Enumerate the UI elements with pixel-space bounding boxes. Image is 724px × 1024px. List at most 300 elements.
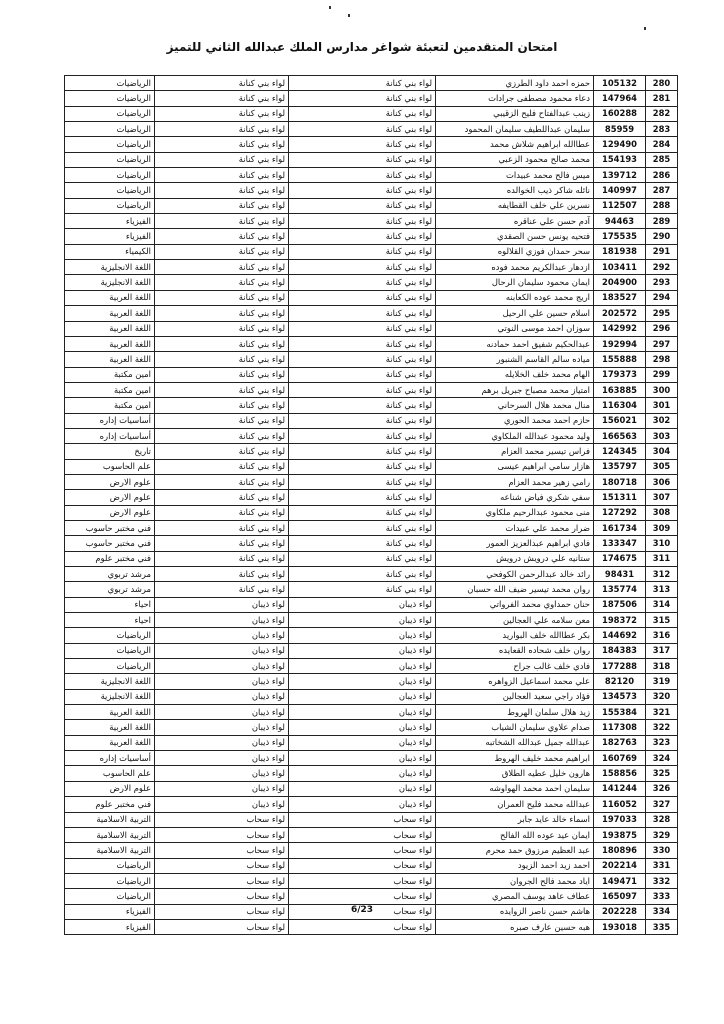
applicant-name-cell: صدام علاوي سليمان الشياب <box>436 720 594 735</box>
national-id-cell: 155384 <box>594 705 646 720</box>
district-cell: لواء ذيبان <box>155 735 289 750</box>
applicant-name-cell: فادي خلف غالب جراح <box>436 659 594 674</box>
national-id-cell: 94463 <box>594 214 646 229</box>
subject-cell: اللغة العربية <box>65 735 155 750</box>
table-row <box>65 183 678 198</box>
applicant-name-cell: هارون خليل عطيه الطلاق <box>436 766 594 781</box>
directorate-cell: لواء ذيبان <box>289 674 436 689</box>
table-row <box>65 659 678 674</box>
directorate-cell: لواء ذيبان <box>289 643 436 658</box>
national-id-cell: 142992 <box>594 321 646 336</box>
national-id-cell: 129490 <box>594 137 646 152</box>
district-cell: لواء سحاب <box>155 919 289 934</box>
row-number-cell: 293 <box>646 275 678 290</box>
national-id-cell: 154193 <box>594 152 646 167</box>
table-row <box>65 398 678 413</box>
applicant-name-cell: رامي زهير محمد العزام <box>436 474 594 489</box>
row-number-cell: 309 <box>646 520 678 535</box>
subject-cell: امين مكتبة <box>65 367 155 382</box>
national-id-cell: 135797 <box>594 459 646 474</box>
row-number-cell: 298 <box>646 352 678 367</box>
directorate-cell: لواء ذيبان <box>289 797 436 812</box>
row-number-cell: 324 <box>646 751 678 766</box>
scan-mark <box>644 27 646 30</box>
row-number-cell: 299 <box>646 367 678 382</box>
district-cell: لواء سحاب <box>155 889 289 904</box>
subject-cell: امين مكتبة <box>65 382 155 397</box>
row-number-cell: 328 <box>646 812 678 827</box>
table-row <box>65 705 678 720</box>
scan-mark <box>348 14 350 17</box>
national-id-cell: 116304 <box>594 398 646 413</box>
row-number-cell: 313 <box>646 582 678 597</box>
table-row <box>65 428 678 443</box>
subject-cell: اللغة العربية <box>65 290 155 305</box>
row-number-cell: 325 <box>646 766 678 781</box>
national-id-cell: 124345 <box>594 444 646 459</box>
applicant-name-cell: عطاف عاهد يوسف المصري <box>436 889 594 904</box>
applicant-name-cell: عبد العظيم مرزوق حمد محرم <box>436 843 594 858</box>
table-row <box>65 152 678 167</box>
national-id-cell: 163885 <box>594 382 646 397</box>
directorate-cell: لواء ذيبان <box>289 766 436 781</box>
row-number-cell: 311 <box>646 551 678 566</box>
subject-cell: الرياضيات <box>65 628 155 643</box>
directorate-cell: لواء سحاب <box>289 843 436 858</box>
subject-cell: الفيزياء <box>65 214 155 229</box>
table-row <box>65 597 678 612</box>
table-row <box>65 413 678 428</box>
scan-mark <box>329 6 331 9</box>
table-row <box>65 490 678 505</box>
row-number-cell: 312 <box>646 567 678 582</box>
district-cell: لواء بني كنانة <box>155 76 289 91</box>
national-id-cell: 179373 <box>594 367 646 382</box>
subject-cell: فني مختبر حاسوب <box>65 536 155 551</box>
subject-cell: الرياضيات <box>65 106 155 121</box>
subject-cell: التربية الاسلامية <box>65 812 155 827</box>
row-number-cell: 290 <box>646 229 678 244</box>
subject-cell: الرياضيات <box>65 137 155 152</box>
subject-cell: اللغة الانجليزية <box>65 674 155 689</box>
district-cell: لواء بني كنانة <box>155 444 289 459</box>
district-cell: لواء ذيبان <box>155 797 289 812</box>
applicant-name-cell: اسلام حسين علي الرحيل <box>436 306 594 321</box>
district-cell: لواء سحاب <box>155 904 289 919</box>
table-row <box>65 474 678 489</box>
table-row <box>65 198 678 213</box>
directorate-cell: لواء بني كنانة <box>289 382 436 397</box>
district-cell: لواء بني كنانة <box>155 183 289 198</box>
subject-cell: اللغة العربية <box>65 321 155 336</box>
applicant-name-cell: سفي شكري فياض شناعه <box>436 490 594 505</box>
table-row <box>65 275 678 290</box>
row-number-cell: 291 <box>646 244 678 259</box>
directorate-cell: لواء ذيبان <box>289 659 436 674</box>
district-cell: لواء بني كنانة <box>155 275 289 290</box>
row-number-cell: 317 <box>646 643 678 658</box>
table-row <box>65 91 678 106</box>
district-cell: لواء بني كنانة <box>155 352 289 367</box>
applicant-name-cell: منى محمود عبدالرحيم ملكاوي <box>436 505 594 520</box>
table-row <box>65 781 678 796</box>
district-cell: لواء ذيبان <box>155 781 289 796</box>
national-id-cell: 202214 <box>594 858 646 873</box>
district-cell: لواء ذيبان <box>155 613 289 628</box>
directorate-cell: لواء بني كنانة <box>289 168 436 183</box>
row-number-cell: 307 <box>646 490 678 505</box>
district-cell: لواء بني كنانة <box>155 244 289 259</box>
district-cell: لواء بني كنانة <box>155 290 289 305</box>
directorate-cell: لواء بني كنانة <box>289 352 436 367</box>
national-id-cell: 180896 <box>594 843 646 858</box>
national-id-cell: 158856 <box>594 766 646 781</box>
directorate-cell: لواء سحاب <box>289 827 436 842</box>
table-row <box>65 643 678 658</box>
district-cell: لواء ذيبان <box>155 705 289 720</box>
directorate-cell: لواء بني كنانة <box>289 582 436 597</box>
table-row <box>65 106 678 121</box>
page-number: 6/23 <box>350 905 374 915</box>
district-cell: لواء بني كنانة <box>155 428 289 443</box>
district-cell: لواء ذيبان <box>155 766 289 781</box>
subject-cell: الرياضيات <box>65 76 155 91</box>
subject-cell: اللغة العربية <box>65 705 155 720</box>
table-row <box>65 336 678 351</box>
table-row <box>65 567 678 582</box>
directorate-cell: لواء بني كنانة <box>289 459 436 474</box>
directorate-cell: لواء بني كنانة <box>289 183 436 198</box>
row-number-cell: 330 <box>646 843 678 858</box>
subject-cell: التربية الاسلامية <box>65 827 155 842</box>
national-id-cell: 160288 <box>594 106 646 121</box>
national-id-cell: 177288 <box>594 659 646 674</box>
table-row <box>65 137 678 152</box>
national-id-cell: 149471 <box>594 873 646 888</box>
national-id-cell: 141244 <box>594 781 646 796</box>
row-number-cell: 319 <box>646 674 678 689</box>
directorate-cell: لواء ذيبان <box>289 720 436 735</box>
district-cell: لواء ذيبان <box>155 659 289 674</box>
subject-cell: الرياضيات <box>65 168 155 183</box>
applicant-name-cell: روان محمد تيسير ضيف الله حسبان <box>436 582 594 597</box>
subject-cell: فني مختبر علوم <box>65 551 155 566</box>
district-cell: لواء بني كنانة <box>155 474 289 489</box>
row-number-cell: 284 <box>646 137 678 152</box>
row-number-cell: 294 <box>646 290 678 305</box>
table-row <box>65 122 678 137</box>
subject-cell: التربية الاسلامية <box>65 843 155 858</box>
national-id-cell: 151311 <box>594 490 646 505</box>
national-id-cell: 192994 <box>594 336 646 351</box>
applicant-name-cell: ابراهيم محمد خليف الهروط <box>436 751 594 766</box>
row-number-cell: 326 <box>646 781 678 796</box>
national-id-cell: 184383 <box>594 643 646 658</box>
table-row <box>65 735 678 750</box>
national-id-cell: 98431 <box>594 567 646 582</box>
national-id-cell: 202228 <box>594 904 646 919</box>
district-cell: لواء ذيبان <box>155 597 289 612</box>
directorate-cell: لواء بني كنانة <box>289 444 436 459</box>
national-id-cell: 85959 <box>594 122 646 137</box>
national-id-cell: 140997 <box>594 183 646 198</box>
national-id-cell: 133347 <box>594 536 646 551</box>
district-cell: لواء ذيبان <box>155 674 289 689</box>
subject-cell: علوم الارض <box>65 474 155 489</box>
national-id-cell: 193875 <box>594 827 646 842</box>
directorate-cell: لواء بني كنانة <box>289 260 436 275</box>
district-cell: لواء بني كنانة <box>155 567 289 582</box>
subject-cell: الرياضيات <box>65 889 155 904</box>
applicant-name-cell: اسماء خالد عايد جابر <box>436 812 594 827</box>
district-cell: لواء بني كنانة <box>155 490 289 505</box>
subject-cell: الفيزياء <box>65 229 155 244</box>
national-id-cell: 135774 <box>594 582 646 597</box>
district-cell: لواء سحاب <box>155 858 289 873</box>
subject-cell: مرشد تربوي <box>65 582 155 597</box>
directorate-cell: لواء ذيبان <box>289 751 436 766</box>
table-row <box>65 214 678 229</box>
table-row <box>65 766 678 781</box>
national-id-cell: 139712 <box>594 168 646 183</box>
row-number-cell: 308 <box>646 505 678 520</box>
directorate-cell: لواء بني كنانة <box>289 244 436 259</box>
table-row <box>65 76 678 91</box>
applicant-name-cell: اياد محمد فالح الجروان <box>436 873 594 888</box>
subject-cell: اللغة العربية <box>65 336 155 351</box>
directorate-cell: لواء بني كنانة <box>289 567 436 582</box>
directorate-cell: لواء ذيبان <box>289 735 436 750</box>
national-id-cell: 187506 <box>594 597 646 612</box>
applicant-name-cell: معن سلامه علي العجالين <box>436 613 594 628</box>
directorate-cell: لواء سحاب <box>289 858 436 873</box>
subject-cell: الكيمياء <box>65 244 155 259</box>
applicant-name-cell: حنان حمداوي محمد الفرواتي <box>436 597 594 612</box>
applicant-name-cell: حمزه احمد داود الطرزي <box>436 76 594 91</box>
directorate-cell: لواء بني كنانة <box>289 336 436 351</box>
applicant-name-cell: عبدالله محمد فليح العمران <box>436 797 594 812</box>
national-id-cell: 155888 <box>594 352 646 367</box>
applicant-name-cell: منال محمد هلال السرحاني <box>436 398 594 413</box>
row-number-cell: 310 <box>646 536 678 551</box>
applicants-table <box>64 75 678 935</box>
row-number-cell: 335 <box>646 919 678 934</box>
table-row <box>65 797 678 812</box>
applicant-name-cell: علي محمد اسماعيل الزواهره <box>436 674 594 689</box>
directorate-cell: لواء سحاب <box>289 889 436 904</box>
row-number-cell: 302 <box>646 413 678 428</box>
subject-cell: احياء <box>65 613 155 628</box>
subject-cell: الرياضيات <box>65 183 155 198</box>
row-number-cell: 292 <box>646 260 678 275</box>
national-id-cell: 166563 <box>594 428 646 443</box>
row-number-cell: 314 <box>646 597 678 612</box>
applicant-name-cell: الهام محمد خلف الخلايله <box>436 367 594 382</box>
directorate-cell: لواء بني كنانة <box>289 398 436 413</box>
subject-cell: اللغة الانجليزية <box>65 260 155 275</box>
district-cell: لواء ذيبان <box>155 720 289 735</box>
national-id-cell: 134573 <box>594 689 646 704</box>
applicant-name-cell: ستانيه علي درويش درويش <box>436 551 594 566</box>
table-row <box>65 827 678 842</box>
national-id-cell: 175535 <box>594 229 646 244</box>
row-number-cell: 301 <box>646 398 678 413</box>
district-cell: لواء ذيبان <box>155 643 289 658</box>
national-id-cell: 156021 <box>594 413 646 428</box>
applicant-name-cell: ميس فالح محمد عبيدات <box>436 168 594 183</box>
directorate-cell: لواء بني كنانة <box>289 198 436 213</box>
table-row <box>65 613 678 628</box>
national-id-cell: 198372 <box>594 613 646 628</box>
subject-cell: مرشد تربوي <box>65 567 155 582</box>
national-id-cell: 160769 <box>594 751 646 766</box>
subject-cell: فني مختبر علوم <box>65 797 155 812</box>
applicant-name-cell: ضرار محمد علي عبيدات <box>436 520 594 535</box>
district-cell: لواء بني كنانة <box>155 137 289 152</box>
district-cell: لواء بني كنانة <box>155 198 289 213</box>
district-cell: لواء سحاب <box>155 827 289 842</box>
directorate-cell: لواء بني كنانة <box>289 137 436 152</box>
applicant-name-cell: سحر حمدان فوزي القلالوه <box>436 244 594 259</box>
subject-cell: الرياضيات <box>65 198 155 213</box>
directorate-cell: لواء بني كنانة <box>289 428 436 443</box>
directorate-cell: لواء سحاب <box>289 919 436 934</box>
row-number-cell: 286 <box>646 168 678 183</box>
directorate-cell: لواء بني كنانة <box>289 306 436 321</box>
national-id-cell: 116052 <box>594 797 646 812</box>
table-row <box>65 321 678 336</box>
applicant-name-cell: عبدالله جميل عبدالله الشخاتبه <box>436 735 594 750</box>
row-number-cell: 303 <box>646 428 678 443</box>
table-row <box>65 168 678 183</box>
directorate-cell: لواء بني كنانة <box>289 214 436 229</box>
national-id-cell: 147964 <box>594 91 646 106</box>
district-cell: لواء سحاب <box>155 873 289 888</box>
table-row <box>65 244 678 259</box>
directorate-cell: لواء سحاب <box>289 873 436 888</box>
table-row <box>65 751 678 766</box>
subject-cell: علوم الارض <box>65 505 155 520</box>
directorate-cell: لواء بني كنانة <box>289 413 436 428</box>
table-row <box>65 873 678 888</box>
table-row <box>65 689 678 704</box>
district-cell: لواء بني كنانة <box>155 505 289 520</box>
row-number-cell: 323 <box>646 735 678 750</box>
directorate-cell: لواء بني كنانة <box>289 321 436 336</box>
table-row <box>65 306 678 321</box>
national-id-cell: 204900 <box>594 275 646 290</box>
subject-cell: علم الحاسوب <box>65 459 155 474</box>
district-cell: لواء بني كنانة <box>155 152 289 167</box>
row-number-cell: 304 <box>646 444 678 459</box>
table-row <box>65 628 678 643</box>
applicant-name-cell: عطاالله ابراهيم شلاش محمد <box>436 137 594 152</box>
directorate-cell: لواء بني كنانة <box>289 106 436 121</box>
district-cell: لواء بني كنانة <box>155 229 289 244</box>
district-cell: لواء بني كنانة <box>155 459 289 474</box>
row-number-cell: 281 <box>646 91 678 106</box>
district-cell: لواء سحاب <box>155 843 289 858</box>
applicant-name-cell: وليد محمود عبدالله الملكاوي <box>436 428 594 443</box>
directorate-cell: لواء سحاب <box>289 812 436 827</box>
subject-cell: أساسيات إداره <box>65 413 155 428</box>
applicant-name-cell: دعاء محمود مصطفى جرادات <box>436 91 594 106</box>
directorate-cell: لواء بني كنانة <box>289 275 436 290</box>
table-row <box>65 843 678 858</box>
national-id-cell: 127292 <box>594 505 646 520</box>
subject-cell: اللغة العربية <box>65 352 155 367</box>
applicant-name-cell: نسرين علي خلف القطايفه <box>436 198 594 213</box>
table-row <box>65 858 678 873</box>
applicant-name-cell: عبدالحكيم شفيق احمد حمادنه <box>436 336 594 351</box>
directorate-cell: لواء سحاب <box>289 904 436 919</box>
row-number-cell: 332 <box>646 873 678 888</box>
national-id-cell: 165097 <box>594 889 646 904</box>
table-row <box>65 812 678 827</box>
directorate-cell: لواء ذيبان <box>289 689 436 704</box>
subject-cell: أساسيات إداره <box>65 428 155 443</box>
directorate-cell: لواء بني كنانة <box>289 229 436 244</box>
row-number-cell: 285 <box>646 152 678 167</box>
applicant-name-cell: روان خلف شحاده القعايده <box>436 643 594 658</box>
national-id-cell: 105132 <box>594 76 646 91</box>
applicant-name-cell: زيد هلال سلمان الهروط <box>436 705 594 720</box>
row-number-cell: 283 <box>646 122 678 137</box>
applicant-name-cell: زينب عبدالفتاح فليح الزقيبي <box>436 106 594 121</box>
row-number-cell: 321 <box>646 705 678 720</box>
row-number-cell: 329 <box>646 827 678 842</box>
table-row <box>65 290 678 305</box>
subject-cell: الفيزياء <box>65 919 155 934</box>
applicant-name-cell: ايمان محمود سليمان الرحال <box>436 275 594 290</box>
applicant-name-cell: سليمان احمد محمد الهواوشه <box>436 781 594 796</box>
national-id-cell: 161734 <box>594 520 646 535</box>
applicant-name-cell: ازدهار عبدالكريم محمد فوده <box>436 260 594 275</box>
applicant-name-cell: سليمان عبداللطيف سليمان المحمود <box>436 122 594 137</box>
row-number-cell: 315 <box>646 613 678 628</box>
directorate-cell: لواء ذيبان <box>289 705 436 720</box>
national-id-cell: 183527 <box>594 290 646 305</box>
applicant-name-cell: فؤاد راجي سعيد العجالين <box>436 689 594 704</box>
table-row <box>65 720 678 735</box>
row-number-cell: 300 <box>646 382 678 397</box>
district-cell: لواء سحاب <box>155 812 289 827</box>
subject-cell: امين مكتبة <box>65 398 155 413</box>
table-row <box>65 505 678 520</box>
applicant-name-cell: بكر عطاالله خلف البواريد <box>436 628 594 643</box>
applicant-name-cell: اريج محمد عوده الكعابنه <box>436 290 594 305</box>
district-cell: لواء بني كنانة <box>155 260 289 275</box>
district-cell: لواء بني كنانة <box>155 551 289 566</box>
row-number-cell: 282 <box>646 106 678 121</box>
row-number-cell: 327 <box>646 797 678 812</box>
table-row <box>65 674 678 689</box>
district-cell: لواء بني كنانة <box>155 168 289 183</box>
district-cell: لواء بني كنانة <box>155 536 289 551</box>
applicant-name-cell: حازم احمد محمد الحوري <box>436 413 594 428</box>
national-id-cell: 182763 <box>594 735 646 750</box>
subject-cell: اللغة العربية <box>65 306 155 321</box>
national-id-cell: 174675 <box>594 551 646 566</box>
subject-cell: اللغة العربية <box>65 720 155 735</box>
subject-cell: الفيزياء <box>65 904 155 919</box>
row-number-cell: 287 <box>646 183 678 198</box>
applicant-name-cell: امتياز محمد مصباح جبريل برهم <box>436 382 594 397</box>
directorate-cell: لواء بني كنانة <box>289 290 436 305</box>
applicant-name-cell: رائد خالد عبدالرحمن الكوفحي <box>436 567 594 582</box>
applicant-name-cell: مياده سالم القاسم الشنبور <box>436 352 594 367</box>
district-cell: لواء ذيبان <box>155 628 289 643</box>
